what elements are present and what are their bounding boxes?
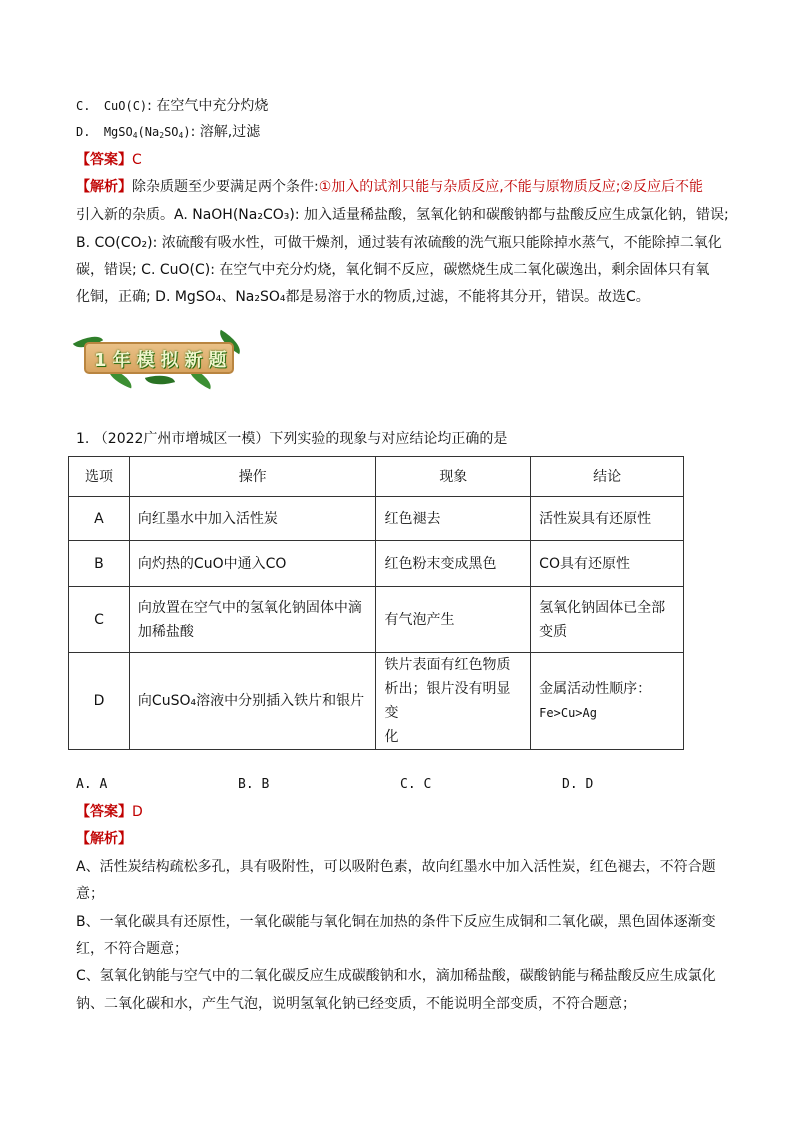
analysis2-b2: 红，不符合题意；	[76, 941, 188, 957]
choice-a: A. A	[76, 777, 108, 792]
analysis-header-2	[76, 829, 132, 849]
table-header-row	[69, 457, 684, 497]
choice-b: B. B	[238, 777, 270, 792]
analysis-tag: 【解析】	[76, 179, 132, 195]
section-banner	[76, 340, 246, 380]
banner-title: 1年模拟新题	[94, 350, 233, 371]
option-d-label: D.	[76, 125, 91, 139]
choice-c: C. C	[400, 777, 432, 792]
option-d-formula: $MgSO_4(Na_2SO_4)$	[103, 125, 191, 140]
option-c-text: : 在空气中充分灼烧	[147, 98, 269, 114]
answer-value: C	[132, 152, 142, 168]
answer-line-1	[76, 150, 142, 170]
answer-tag: 【答案】	[76, 152, 132, 168]
option-c-formula: CuO(C)	[103, 99, 148, 113]
table-row: C 向放置在空气中的氢氧化钠固体中滴 加稀盐酸 有气泡产生 氢氧化钠固体已全部 变质	[69, 587, 684, 653]
option-c-label: C.	[76, 99, 91, 113]
choice-d: D. D	[562, 777, 594, 792]
header-option: 选项	[69, 457, 130, 497]
table-row: B 向灼热的CuO中通入CO 红色粉末变成黑色 CO具有还原性	[69, 541, 684, 587]
analysis-line-5: 化铜，正确; D. MgSO₄、Na₂SO₄都是易溶于水的物质,过滤，不能将其分开，错误。故选C。	[76, 289, 650, 305]
analysis-line-4: 碳，错误; C. CuO(C): 在空气中充分灼烧，氧化铜不反应，碳燃烧生成二氧化碳逸出，剩余固体只有氧	[76, 262, 710, 278]
header-phenomenon: 现象	[376, 457, 531, 497]
analysis2-b1: B、一氧化碳具有还原性，一氧化碳能与氧化铜在加热的条件下反应生成铜和二氧化碳，黑色固体逐渐变	[76, 914, 716, 930]
table-row: A 向红墨水中加入活性炭 红色褪去 活性炭具有还原性	[69, 497, 684, 541]
option-d-text: : 溶解,过滤	[190, 124, 261, 140]
analysis2-c1: C、氢氧化钠能与空气中的二氧化碳反应生成碳酸钠和水，滴加稀盐酸，碳酸钠能与稀盐酸反应生成氯化	[76, 968, 716, 984]
analysis2-c2: 钠、二氧化碳和水，产生气泡，说明氢氧化钠已经变质，不能说明全部变质，不符合题意；	[76, 996, 636, 1012]
question-stem: 1. （2022广州市增城区一模）下列实验的现象与对应结论均正确的是	[76, 431, 508, 447]
analysis-line-3: B. CO(CO₂): 浓硫酸有吸水性，可做干燥剂，通过装有浓硫酸的洗气瓶只能除掉水蒸气，不能除掉二氧化	[76, 235, 722, 251]
answer-tag: 【答案】	[76, 804, 132, 820]
header-conclusion: 结论	[531, 457, 684, 497]
analysis-tag: 【解析】	[76, 831, 132, 847]
answer-value: D	[132, 804, 143, 820]
option-c-line	[76, 96, 268, 116]
question-table	[68, 456, 684, 750]
table-row: D 向CuSO₄溶液中分别插入铁片和银片 铁片表面有红色物质 析出；银片没有明显变 化 金属活动性顺序： Fe>Cu>Ag	[69, 653, 684, 750]
header-operation: 操作	[129, 457, 376, 497]
answer-line-2	[76, 802, 143, 822]
analysis-line-2: 引入新的杂质。A. NaOH(Na₂CO₃): 加入适量稀盐酸，氢氧化钠和碳酸钠都与盐酸反应生成氯化钠，错误;	[76, 207, 729, 223]
option-d-line	[76, 122, 260, 146]
analysis2-a2: 意；	[76, 886, 104, 902]
analysis2-a1: A、活性炭结构疏松多孔，具有吸附性，可以吸附色素，故向红墨水中加入活性炭，红色褪去，不符合题	[76, 859, 716, 875]
analysis-line-1: 【解析】除杂质题至少要满足两个条件:①加入的试剂只能与杂质反应,不能与原物质反应;②反应后不能	[76, 179, 703, 195]
